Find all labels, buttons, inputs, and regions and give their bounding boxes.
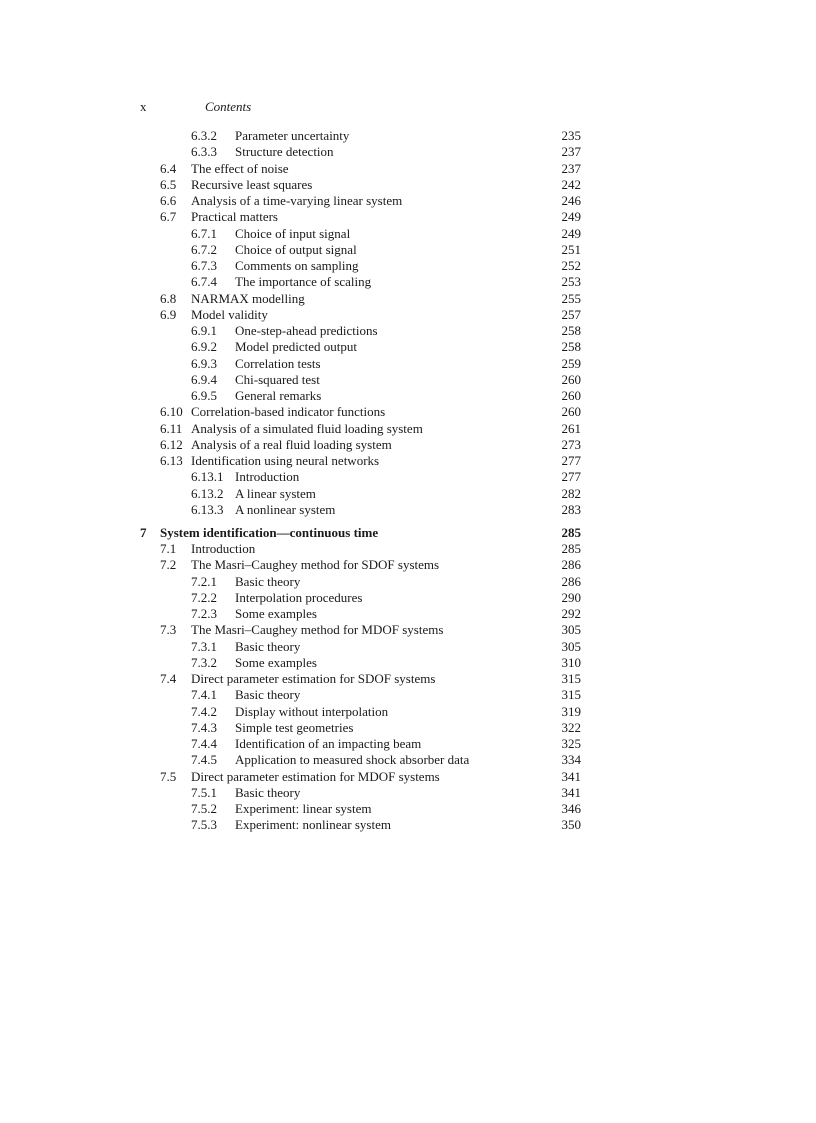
toc-entry-page-number: 258 (561, 339, 581, 355)
toc-entry-number: 7.1 (160, 541, 177, 556)
toc-entry-page-number: 282 (561, 485, 581, 501)
toc-entry-number: 6.10 (160, 404, 183, 420)
toc-entry-number: 6.11 (160, 420, 183, 436)
toc-entry-title: Correlation tests (235, 355, 321, 371)
toc-entry-number: 7.4 (160, 671, 177, 686)
toc-entry-number: 7.5.1 (191, 784, 217, 800)
toc-entry-number: 7.4.4 (191, 736, 217, 751)
toc-entry-section (0, 291, 816, 307)
toc-entry-page-number: 325 (561, 736, 581, 751)
toc-entry-number: 7.5 (160, 768, 177, 784)
toc-entry-number: 6.9.3 (191, 355, 217, 371)
toc-entry-number: 7.2.1 (191, 573, 217, 589)
toc-entry-page-number: 341 (561, 768, 581, 784)
toc-entry-title: Direct parameter estimation for SDOF systems (191, 671, 436, 686)
toc-entry-title: System identification—continuous time (160, 525, 379, 540)
toc-entry-number: 6.7.1 (191, 225, 217, 241)
toc-entry-number: 6.13.1 (191, 469, 224, 485)
toc-entry-page-number: 341 (561, 784, 581, 800)
toc-entry-title: Correlation-based indicator functions (191, 404, 386, 420)
toc-entry-subsection (0, 704, 816, 720)
toc-entry-subsection (0, 606, 816, 622)
toc-entry-title: Basic theory (235, 638, 301, 654)
toc-entry-page-number: 283 (561, 501, 581, 517)
toc-entry-number: 6.9 (160, 306, 177, 322)
toc-entry-number: 6.9.1 (191, 323, 217, 338)
toc-entry-number: 7 (140, 525, 147, 540)
toc-entry-title: Choice of input signal (235, 225, 351, 241)
toc-entry-number: 6.13.3 (191, 501, 224, 517)
toc-entry-subsection (0, 817, 816, 833)
toc-entry-section (0, 437, 816, 453)
toc-entry-subsection (0, 736, 816, 752)
toc-entry-title: Application to measured shock absorber data (235, 752, 470, 768)
toc-entry-title: Structure detection (235, 144, 334, 160)
toc-entry-title: General remarks (235, 388, 322, 403)
toc-entry-subsection (0, 639, 816, 655)
toc-entry-number: 6.3.3 (191, 144, 217, 160)
toc-entry-section (0, 541, 816, 557)
toc-entry-section (0, 421, 816, 437)
toc-entry-subsection (0, 486, 816, 502)
toc-entry-section (0, 307, 816, 323)
toc-entry-title: Basic theory (235, 784, 301, 800)
toc-entry-number: 6.3.2 (191, 128, 217, 143)
toc-entry-number: 6.6 (160, 193, 177, 208)
toc-entry-number: 6.7.3 (191, 258, 217, 273)
toc-entry-title: Basic theory (235, 573, 301, 589)
toc-entry-page-number: 277 (561, 453, 581, 468)
toc-entry-number: 6.9.4 (191, 371, 217, 387)
toc-entry-page-number: 334 (561, 752, 581, 768)
toc-entry-title: Analysis of a time-varying linear system (191, 193, 403, 208)
running-head (0, 99, 816, 117)
toc-entry-number: 7.5.3 (191, 817, 217, 833)
toc-entry-subsection (0, 372, 816, 388)
toc-entry-page-number: 259 (561, 355, 581, 371)
toc-entry-title: NARMAX modelling (191, 290, 305, 306)
toc-entry-title: The Masri–Caughey method for MDOF systems (191, 622, 444, 638)
toc-entry-title: Model predicted output (235, 339, 358, 355)
toc-entry-section (0, 453, 816, 469)
toc-entry-number: 7.2 (160, 557, 177, 573)
toc-entry-title: Display without interpolation (235, 703, 389, 719)
toc-entry-title: Introduction (191, 541, 256, 556)
toc-entry-page-number: 285 (561, 541, 581, 556)
toc-entry-number: 7.4.3 (191, 719, 217, 735)
toc-entry-subsection (0, 226, 816, 242)
toc-entry-page-number: 260 (561, 388, 581, 403)
toc-entry-title: A linear system (235, 485, 316, 501)
toc-entry-title: Direct parameter estimation for MDOF systems (191, 768, 440, 784)
toc-entry-title: Introduction (235, 469, 300, 485)
toc-entry-subsection (0, 785, 816, 801)
toc-entry-title: A nonlinear system (235, 501, 336, 517)
toc-entry-title: Simple test geometries (235, 719, 354, 735)
toc-entry-section (0, 769, 816, 785)
toc-entry-page-number: 257 (561, 306, 581, 322)
toc-entry-page-number: 285 (561, 525, 581, 540)
toc-entry-section (0, 177, 816, 193)
toc-entry-subsection (0, 502, 816, 518)
toc-entry-title: Some examples (235, 606, 317, 621)
toc-entry-subsection (0, 128, 816, 144)
toc-entry-number: 6.13.2 (191, 485, 224, 501)
toc-entry-title: Interpolation procedures (235, 589, 363, 605)
toc-entry-number: 6.7 (160, 209, 177, 225)
toc-entry-subsection (0, 574, 816, 590)
toc-entry-number: 6.4 (160, 160, 177, 176)
toc-entry-page-number: 258 (561, 323, 581, 338)
toc-entry-subsection (0, 687, 816, 703)
toc-entry-number: 6.7.2 (191, 241, 217, 257)
toc-entry-page-number: 251 (561, 241, 581, 257)
toc-entry-title: Chi-squared test (235, 371, 320, 387)
toc-entry-chapter (0, 524, 816, 541)
toc-entry-section (0, 161, 816, 177)
toc-entry-number: 7.3 (160, 622, 177, 638)
toc-entry-title: Recursive least squares (191, 176, 313, 192)
toc-entry-subsection (0, 655, 816, 671)
toc-entry-page-number: 253 (561, 274, 581, 290)
toc-entry-title: Identification using neural networks (191, 453, 380, 468)
toc-entry-page-number: 305 (561, 638, 581, 654)
toc-entry-page-number: 310 (561, 654, 581, 670)
toc-entry-page-number: 346 (561, 801, 581, 816)
toc-entry-subsection (0, 720, 816, 736)
toc-entry-number: 7.5.2 (191, 801, 217, 816)
toc-entry-subsection (0, 144, 816, 160)
toc-entry-title: Practical matters (191, 209, 278, 225)
toc-entry-section (0, 557, 816, 573)
toc-entry-page-number: 237 (561, 144, 581, 160)
toc-entry-number: 7.4.5 (191, 752, 217, 768)
toc-entry-page-number: 273 (561, 436, 581, 452)
toc-entry-title: Choice of output signal (235, 241, 357, 257)
toc-entry-title: One-step-ahead predictions (235, 323, 378, 338)
toc-entry-title: The effect of noise (191, 160, 289, 176)
toc-entry-number: 7.3.1 (191, 638, 217, 654)
toc-entry-page-number: 315 (561, 671, 581, 686)
toc-entry-subsection (0, 801, 816, 817)
toc-entry-number: 7.3.2 (191, 654, 217, 670)
toc-entry-subsection (0, 469, 816, 485)
toc-entry-subsection (0, 242, 816, 258)
toc-entry-subsection (0, 356, 816, 372)
toc-entry-section (0, 404, 816, 420)
toc-entry-title: Model validity (191, 306, 268, 322)
page-folio: x (140, 99, 147, 114)
toc-entry-section (0, 622, 816, 638)
toc-entry-section (0, 671, 816, 687)
toc-entry-page-number: 350 (561, 817, 581, 833)
toc-entry-page-number: 286 (561, 557, 581, 573)
toc-entry-page-number: 290 (561, 589, 581, 605)
toc-entry-title: Analysis of a real fluid loading system (191, 436, 392, 452)
toc-entry-number: 6.13 (160, 453, 183, 468)
toc-entry-title: Experiment: linear system (235, 801, 372, 816)
toc-entry-page-number: 319 (561, 703, 581, 719)
toc-entry-page-number: 255 (561, 290, 581, 306)
toc-entry-number: 7.4.2 (191, 703, 217, 719)
toc-entry-number: 6.8 (160, 290, 177, 306)
toc-entry-number: 7.2.2 (191, 589, 217, 605)
toc-entry-number: 7.2.3 (191, 606, 217, 621)
toc-entry-number: 6.9.5 (191, 388, 217, 403)
toc-entry-number: 6.9.2 (191, 339, 217, 355)
toc-entry-page-number: 242 (561, 176, 581, 192)
toc-entry-subsection (0, 752, 816, 768)
toc-entry-number: 6.5 (160, 176, 177, 192)
toc-entry-title: Identification of an impacting beam (235, 736, 422, 751)
toc-entry-page-number: 292 (561, 606, 581, 621)
toc-entry-subsection (0, 323, 816, 339)
toc-entry-page-number: 277 (561, 469, 581, 485)
toc-entry-page-number: 305 (561, 622, 581, 638)
toc-entry-subsection (0, 388, 816, 404)
toc-entry-title: Some examples (235, 654, 317, 670)
toc-entry-title: The importance of scaling (235, 274, 372, 290)
toc-entry-page-number: 260 (561, 404, 581, 420)
toc-entry-page-number: 315 (561, 687, 581, 703)
toc-entry-number: 7.4.1 (191, 687, 217, 703)
toc-entry-title: The Masri–Caughey method for SDOF systems (191, 557, 440, 573)
toc-entry-number: 6.7.4 (191, 274, 217, 290)
toc-entry-subsection (0, 590, 816, 606)
toc-entry-page-number: 252 (561, 258, 581, 273)
toc-entry-subsection (0, 339, 816, 355)
toc-entry-title: Parameter uncertainty (235, 128, 350, 143)
running-head-title: Contents (205, 99, 252, 114)
toc-entry-page-number: 246 (561, 193, 581, 208)
toc-entry-section (0, 209, 816, 225)
toc-entry-section (0, 193, 816, 209)
toc-entry-title: Experiment: nonlinear system (235, 817, 391, 833)
table-of-contents (0, 128, 816, 834)
toc-entry-page-number: 249 (561, 209, 581, 225)
toc-entry-page-number: 260 (561, 371, 581, 387)
toc-entry-subsection (0, 258, 816, 274)
toc-entry-title: Basic theory (235, 687, 301, 703)
toc-entry-page-number: 249 (561, 225, 581, 241)
toc-entry-page-number: 286 (561, 573, 581, 589)
toc-entry-title: Analysis of a simulated fluid loading system (191, 420, 423, 436)
toc-entry-title: Comments on sampling (235, 258, 359, 273)
toc-entry-page-number: 261 (561, 420, 581, 436)
toc-entry-subsection (0, 274, 816, 290)
toc-entry-number: 6.12 (160, 436, 183, 452)
toc-entry-page-number: 322 (561, 719, 581, 735)
toc-entry-page-number: 237 (561, 160, 581, 176)
toc-entry-page-number: 235 (561, 128, 581, 143)
